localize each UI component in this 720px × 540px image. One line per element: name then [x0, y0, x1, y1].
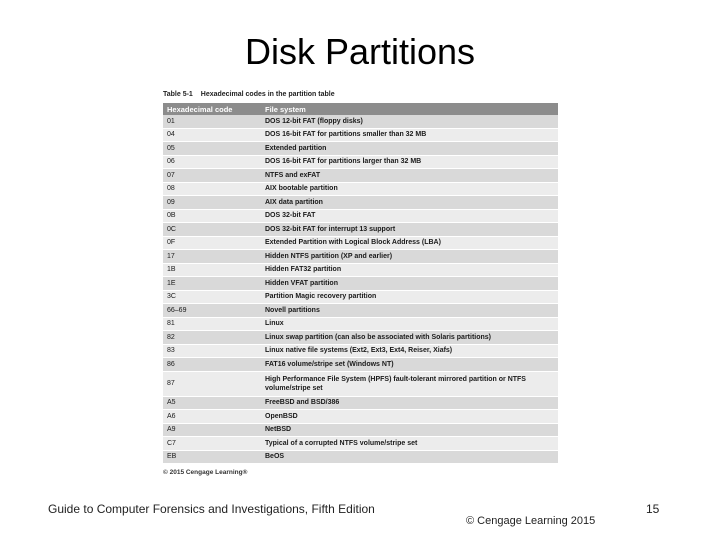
file-system-cell: DOS 16-bit FAT for partitions smaller than 32 MB — [261, 128, 558, 142]
table-row — [163, 396, 558, 410]
file-system-cell: High Performance File System (HPFS) fault-tolerant mirrored partition or NTFS volume/stripe set — [261, 371, 558, 396]
hex-code-cell: 01 — [163, 115, 261, 128]
table-row — [163, 209, 558, 223]
table-row — [163, 236, 558, 250]
hex-code-cell: 06 — [163, 155, 261, 169]
table-row — [163, 371, 558, 396]
partition-codes-table — [163, 103, 558, 464]
table-row — [163, 437, 558, 451]
hex-code-cell: 87 — [163, 371, 261, 396]
table-row — [163, 317, 558, 331]
table-row — [163, 304, 558, 318]
hex-code-cell: 1E — [163, 277, 261, 291]
hex-code-cell: 86 — [163, 358, 261, 372]
header-hex-code: Hexadecimal code — [163, 103, 261, 115]
hex-code-cell: C7 — [163, 437, 261, 451]
file-system-cell: FAT16 volume/stripe set (Windows NT) — [261, 358, 558, 372]
table-row — [163, 277, 558, 291]
file-system-cell: DOS 32-bit FAT — [261, 209, 558, 223]
slide-title: Disk Partitions — [244, 31, 476, 72]
file-system-cell: Novell partitions — [261, 304, 558, 318]
file-system-cell: Linux — [261, 317, 558, 331]
file-system-cell: Extended partition — [261, 142, 558, 156]
hex-code-cell: 08 — [163, 182, 261, 196]
table-row — [163, 250, 558, 264]
table-row — [163, 155, 558, 169]
file-system-cell: OpenBSD — [261, 410, 558, 424]
file-system-cell: AIX bootable partition — [261, 182, 558, 196]
page-number: 15 — [646, 502, 660, 516]
hex-code-cell: 07 — [163, 169, 261, 183]
hex-code-cell: 0B — [163, 209, 261, 223]
hex-code-cell: A6 — [163, 410, 261, 424]
table-credit: © 2015 Cengage Learning® — [163, 469, 248, 476]
hex-code-cell: 04 — [163, 128, 261, 142]
file-system-cell: Typical of a corrupted NTFS volume/stripe set — [261, 437, 558, 451]
table-body — [163, 115, 558, 464]
file-system-cell: AIX data partition — [261, 196, 558, 210]
file-system-cell: Hidden FAT32 partition — [261, 263, 558, 277]
hex-code-cell: 0F — [163, 236, 261, 250]
hex-code-cell: 82 — [163, 331, 261, 345]
file-system-cell: FreeBSD and BSD/386 — [261, 396, 558, 410]
file-system-cell: NetBSD — [261, 423, 558, 437]
table-row — [163, 358, 558, 372]
table-row — [163, 169, 558, 183]
header-file-system: File system — [261, 103, 558, 115]
table-header-row — [163, 103, 558, 115]
table-row — [163, 263, 558, 277]
table-caption-title: Hexadecimal codes in the partition table — [200, 91, 335, 98]
hex-code-cell: 81 — [163, 317, 261, 331]
hex-code-cell: A9 — [163, 423, 261, 437]
file-system-cell: NTFS and exFAT — [261, 169, 558, 183]
hex-code-cell: 1B — [163, 263, 261, 277]
table-row — [163, 115, 558, 128]
hex-code-cell: 09 — [163, 196, 261, 210]
file-system-cell: DOS 32-bit FAT for interrupt 13 support — [261, 223, 558, 237]
table-row — [163, 223, 558, 237]
file-system-cell: DOS 16-bit FAT for partitions larger than 32 MB — [261, 155, 558, 169]
table-row — [163, 142, 558, 156]
table-row — [163, 410, 558, 424]
hex-code-cell: 0C — [163, 223, 261, 237]
hex-code-cell: 05 — [163, 142, 261, 156]
file-system-cell: Extended Partition with Logical Block Address (LBA) — [261, 236, 558, 250]
table-row — [163, 331, 558, 345]
file-system-cell: Hidden NTFS partition (XP and earlier) — [261, 250, 558, 264]
file-system-cell: Linux native file systems (Ext2, Ext3, Ext4, Reiser, Xiafs) — [261, 344, 558, 358]
table-row — [163, 128, 558, 142]
footer-book-title: Guide to Computer Forensics and Investigations, Fifth Edition — [48, 502, 375, 516]
hex-code-cell: 17 — [163, 250, 261, 264]
file-system-cell: Partition Magic recovery partition — [261, 290, 558, 304]
table-row — [163, 290, 558, 304]
table-row — [163, 450, 558, 464]
hex-code-cell: EB — [163, 450, 261, 464]
footer-copyright: © Cengage Learning 2015 — [466, 515, 596, 527]
table-row — [163, 182, 558, 196]
table-row — [163, 423, 558, 437]
partition-table-figure — [163, 89, 558, 476]
file-system-cell: Linux swap partition (can also be associated with Solaris partitions) — [261, 331, 558, 345]
hex-code-cell: 83 — [163, 344, 261, 358]
table-caption-number: Table 5-1 — [163, 91, 193, 98]
hex-code-cell: 3C — [163, 290, 261, 304]
file-system-cell: Hidden VFAT partition — [261, 277, 558, 291]
table-row — [163, 344, 558, 358]
hex-code-cell: 66–69 — [163, 304, 261, 318]
table-caption — [163, 89, 558, 103]
file-system-cell: DOS 12-bit FAT (floppy disks) — [261, 115, 558, 128]
file-system-cell: BeOS — [261, 450, 558, 464]
table-row — [163, 196, 558, 210]
hex-code-cell: A5 — [163, 396, 261, 410]
